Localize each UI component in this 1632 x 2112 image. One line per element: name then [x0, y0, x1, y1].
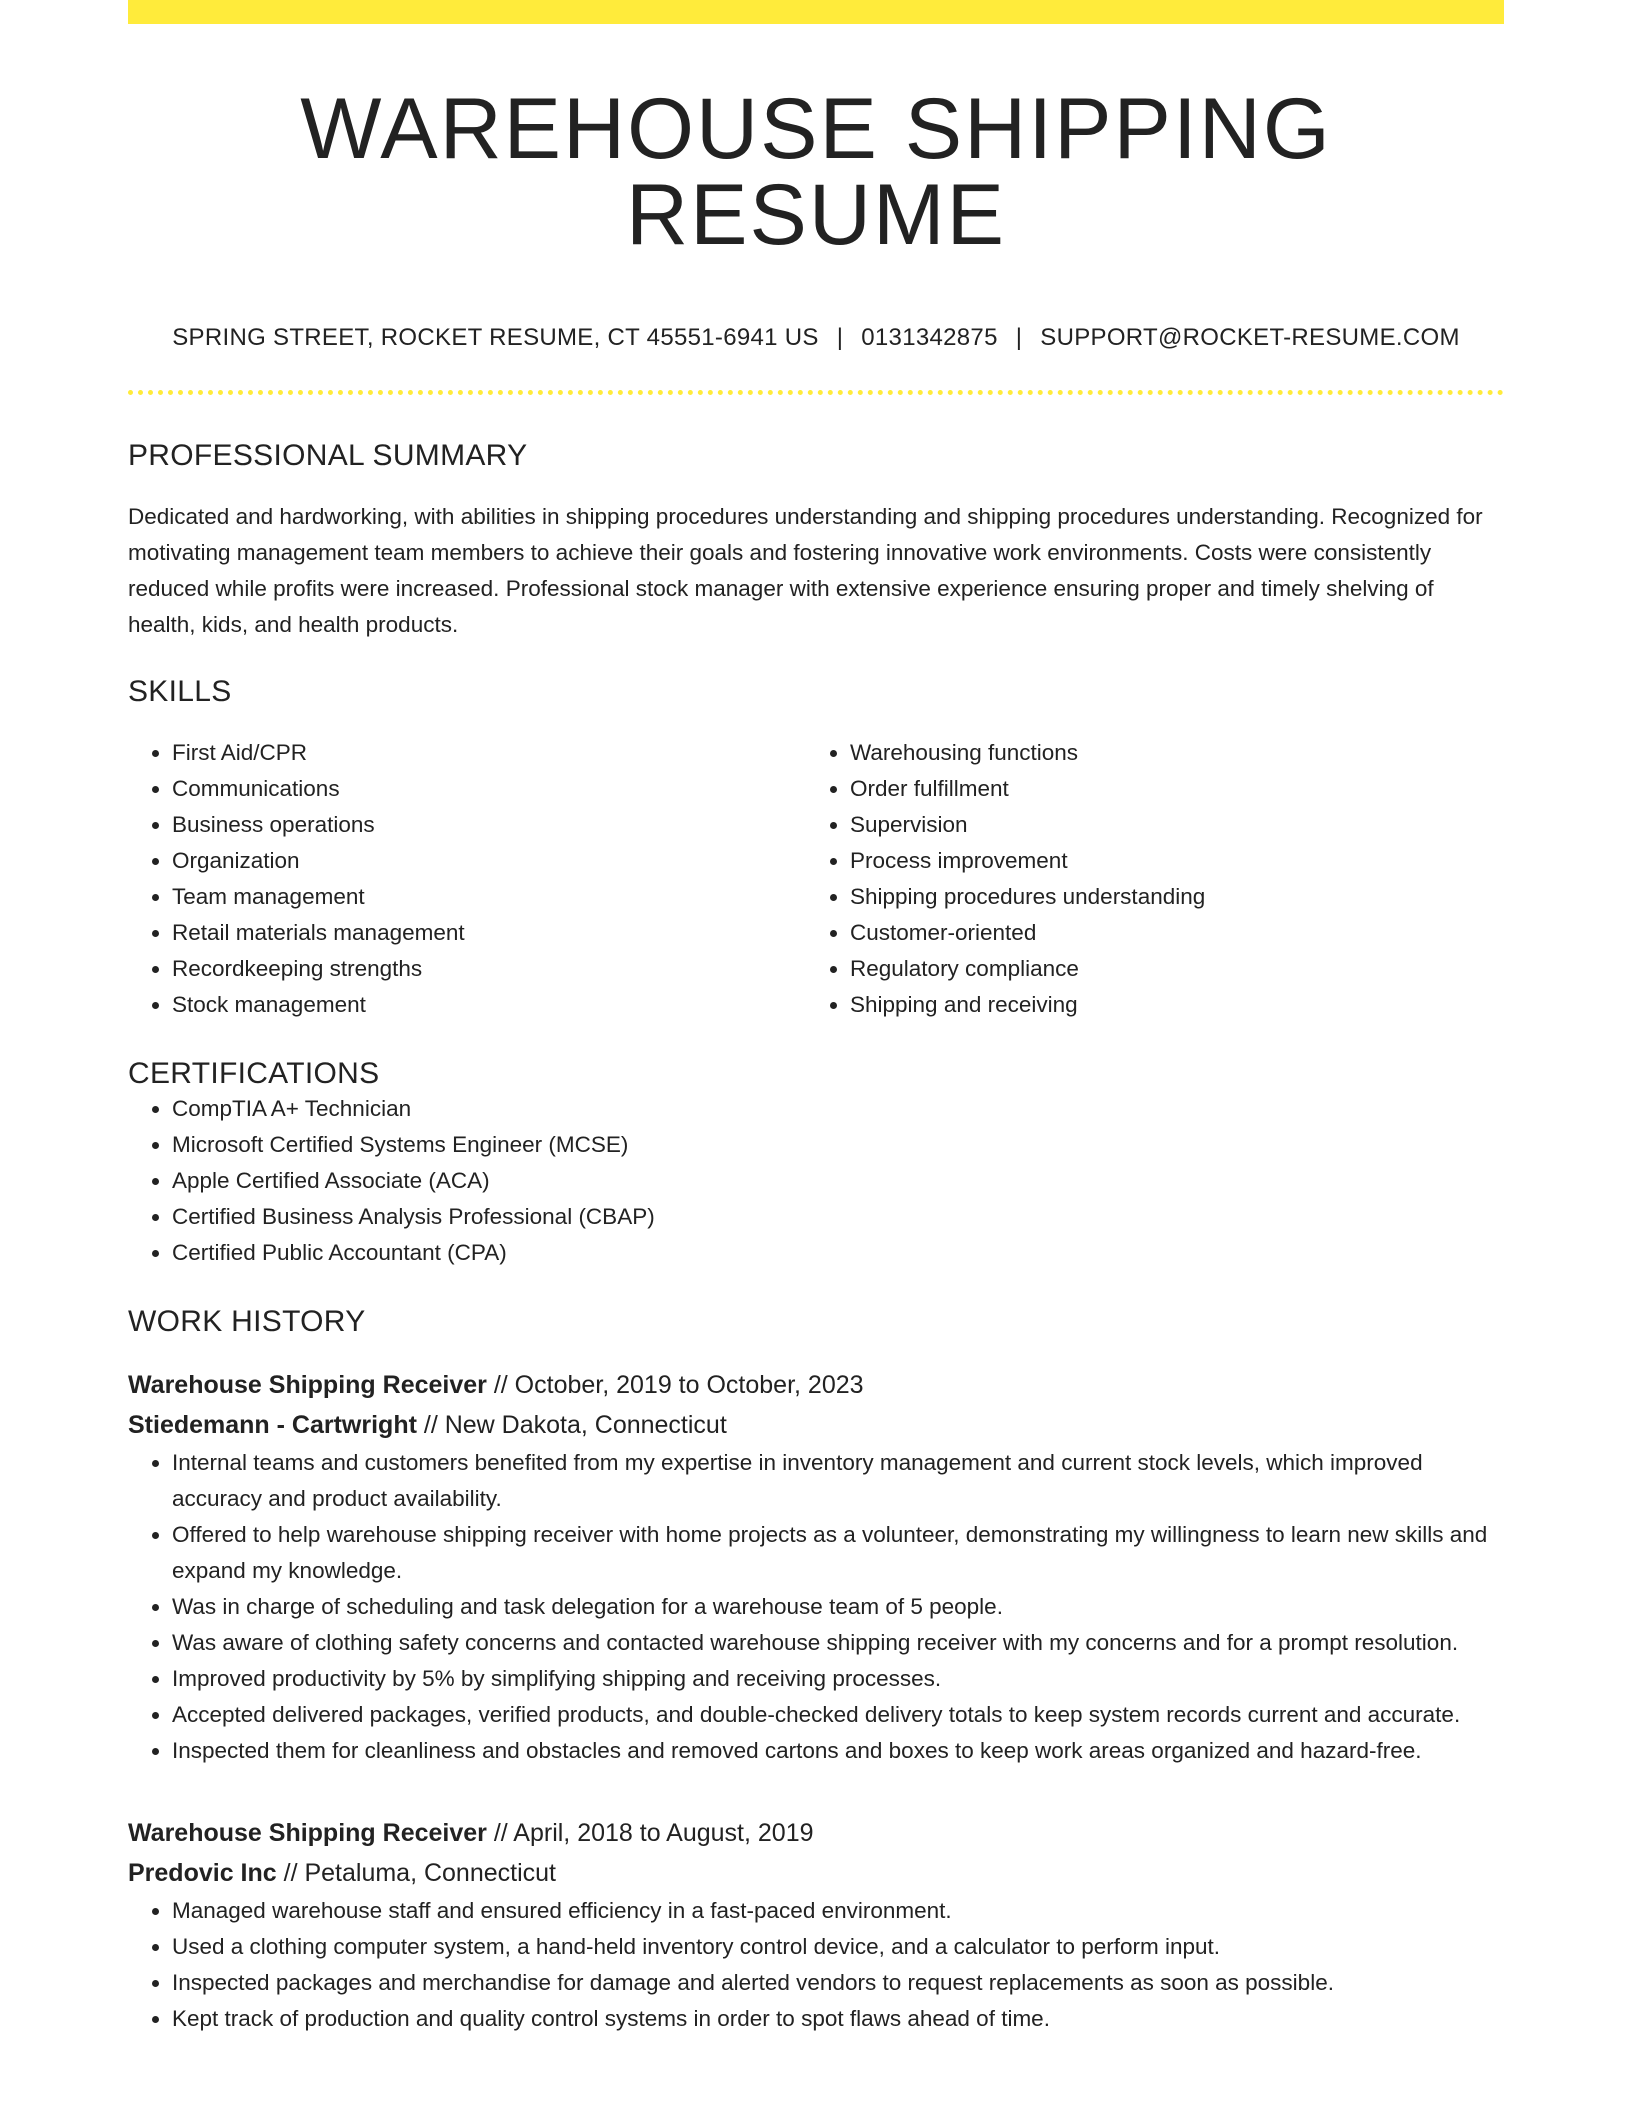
section-title-work-history: WORK HISTORY [128, 1305, 366, 1338]
job-role: Warehouse Shipping Receiver [128, 1819, 487, 1847]
job-bullet: • Inspected them for cleanliness and obstacles and removed cartons and boxes to keep work areas organized and hazard-free. [172, 1733, 1504, 1769]
resume-page [128, 0, 1504, 2037]
job-location: // Petaluma, Connecticut [276, 1859, 556, 1887]
job-bullet: • Improved productivity by 5% by simplifying shipping and receiving processes. [172, 1661, 1504, 1697]
skills-column-left [128, 735, 806, 1023]
contact-email: SUPPORT@ROCKET-RESUME.COM [1040, 324, 1460, 351]
job-dates: // October, 2019 to October, 2023 [486, 1371, 864, 1399]
skill-item: • Warehousing functions [850, 735, 1484, 771]
skills-column-right [806, 735, 1484, 1023]
job-bullet: • Internal teams and customers benefited from my expertise in inventory management and current stock levels, which improved accuracy and product availability. [172, 1445, 1504, 1517]
skill-item: • Regulatory compliance [850, 951, 1484, 987]
job-company-line [128, 1853, 1504, 1893]
job-bullet: • Inspected packages and merchandise for damage and alerted vendors to request replacements as soon as possible. [172, 1965, 1504, 2001]
section-title-summary: PROFESSIONAL SUMMARY [128, 439, 528, 472]
contact-separator: | [1015, 324, 1023, 351]
skill-item: • Shipping procedures understanding [850, 879, 1484, 915]
job-company: Stiedemann - Cartwright [128, 1411, 417, 1439]
contact-address: SPRING STREET, ROCKET RESUME, CT 45551-6941 US [172, 324, 819, 351]
job-role-line [128, 1365, 1504, 1405]
certification-item: • Microsoft Certified Systems Engineer (MCSE) [172, 1127, 1504, 1163]
resume-title: WAREHOUSE SHIPPING RESUME [300, 81, 1332, 263]
summary-text: Dedicated and hardworking, with abilities in shipping procedures understanding and shipping procedures understanding. Recognized for motivating management team members to achieve their goals and fostering innovative work environments. Costs were consistently reduced while profits were increased. Professional stock manager with extensive experience ensuring proper and timely shelving of health, kids, and health products. [128, 504, 1483, 637]
skill-item: • Customer-oriented [850, 915, 1484, 951]
contact-phone: 0131342875 [861, 324, 998, 351]
job-bullet: • Accepted delivered packages, verified products, and double-checked delivery totals to keep system records current and accurate. [172, 1697, 1504, 1733]
job-company: Predovic Inc [128, 1859, 277, 1887]
skill-item: • First Aid/CPR [172, 735, 806, 771]
job-bullet: • Used a clothing computer system, a hand-held inventory control device, and a calculator to perform input. [172, 1929, 1504, 1965]
skills-grid [128, 735, 1504, 1023]
skill-item: • Recordkeeping strengths [172, 951, 806, 987]
job-entry [128, 1365, 1504, 1769]
skills-list-right [806, 735, 1484, 1023]
job-bullet: • Managed warehouse staff and ensured efficiency in a fast-paced environment. [172, 1893, 1504, 1929]
contact-separator: | [836, 324, 844, 351]
certifications-list [128, 1091, 1504, 1271]
skill-item: • Order fulfillment [850, 771, 1484, 807]
skill-item: • Team management [172, 879, 806, 915]
skill-item: • Retail materials management [172, 915, 806, 951]
skill-item: • Stock management [172, 987, 806, 1023]
certification-item: • Apple Certified Associate (ACA) [172, 1163, 1504, 1199]
skills-list-left [128, 735, 806, 1023]
job-bullet-list [128, 1445, 1504, 1769]
contact-line [128, 324, 1504, 352]
certification-item: • Certified Business Analysis Professional (CBAP) [172, 1199, 1504, 1235]
job-location: // New Dakota, Connecticut [416, 1411, 727, 1439]
job-bullet: • Offered to help warehouse shipping receiver with home projects as a volunteer, demonstrating my willingness to learn new skills and expand my knowledge. [172, 1517, 1504, 1589]
job-role: Warehouse Shipping Receiver [128, 1371, 487, 1399]
certification-item: • Certified Public Accountant (CPA) [172, 1235, 1504, 1271]
job-bullet-list [128, 1893, 1504, 2037]
skill-item: • Process improvement [850, 843, 1484, 879]
job-dates: // April, 2018 to August, 2019 [486, 1819, 814, 1847]
section-title-skills: SKILLS [128, 675, 232, 708]
job-entry [128, 1813, 1504, 2037]
section-title-certifications: CERTIFICATIONS [128, 1057, 380, 1090]
certification-item: • CompTIA A+ Technician [172, 1091, 1504, 1127]
dotted-divider [128, 390, 1504, 395]
skill-item: • Shipping and receiving [850, 987, 1484, 1023]
skill-item: • Communications [172, 771, 806, 807]
job-bullet: • Was in charge of scheduling and task delegation for a warehouse team of 5 people. [172, 1589, 1504, 1625]
skill-item: • Supervision [850, 807, 1484, 843]
accent-top-bar [128, 0, 1504, 24]
job-company-line [128, 1405, 1504, 1445]
job-bullet: • Was aware of clothing safety concerns and contacted warehouse shipping receiver with my concerns and for a prompt resolution. [172, 1625, 1504, 1661]
job-bullet: • Kept track of production and quality control systems in order to spot flaws ahead of time. [172, 2001, 1504, 2037]
skill-item: • Business operations [172, 807, 806, 843]
skill-item: • Organization [172, 843, 806, 879]
job-role-line [128, 1813, 1504, 1853]
